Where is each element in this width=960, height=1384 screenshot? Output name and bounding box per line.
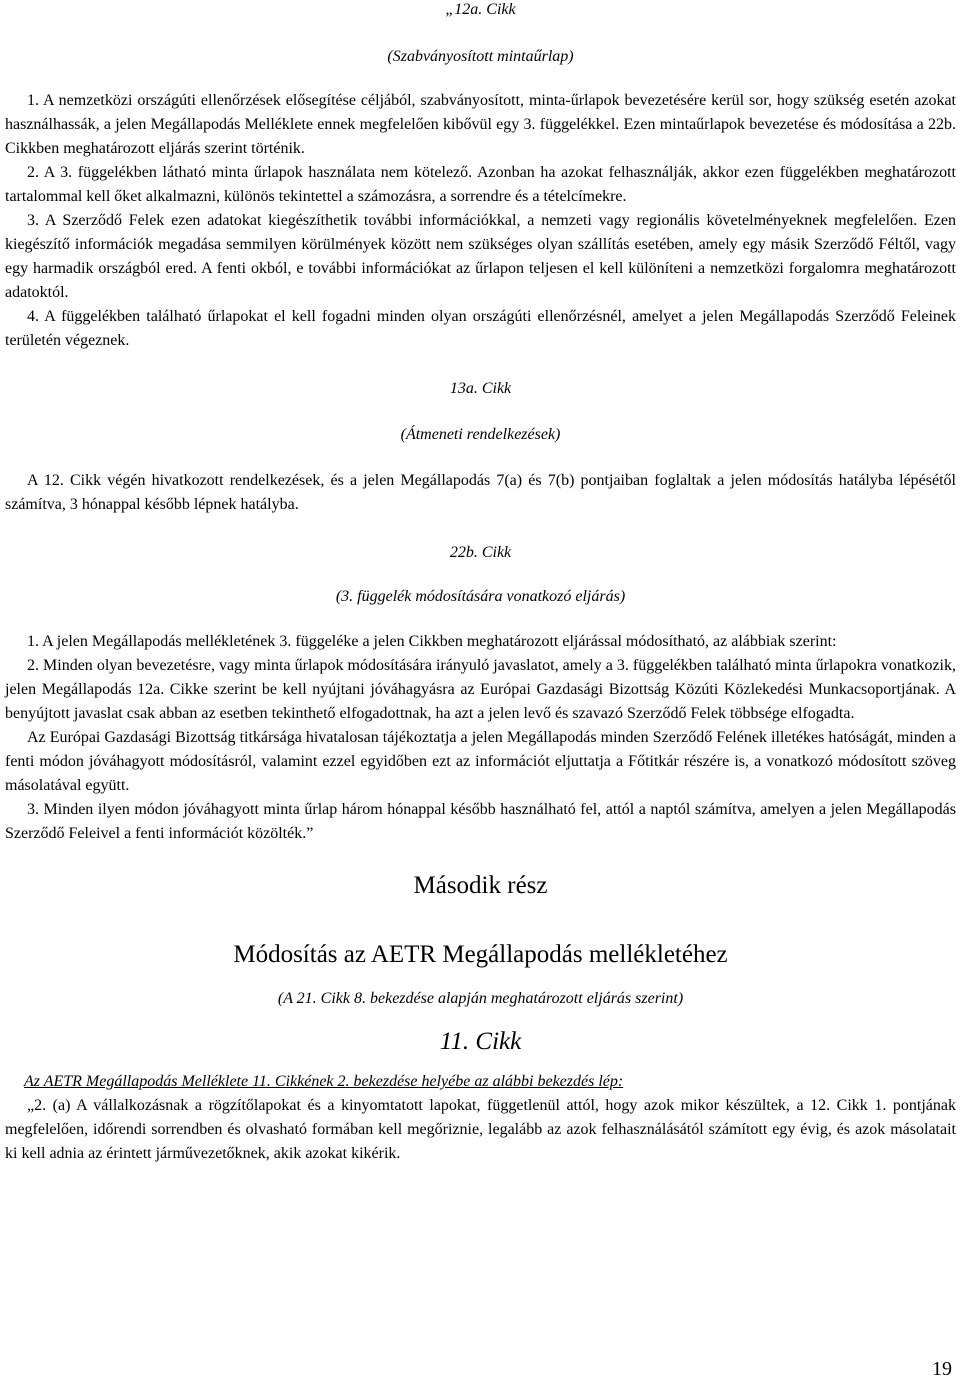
article-12a-paragraph-1: 1. A nemzetközi országúti ellenőrzések elősegítése céljából, szabványosított, minta-űrlapok bevezetésére kerül sor, hogy szükség esetén azokat használhassák, a jelen Megállapodás Melléklete ennek megfelelően kibővül egy 3. függelékkel. Ezen mintaűrlapok bevezetése és módosítása a 22b. Cikkben meghatározott eljárás szerint történik. [5,92,956,157]
article-12a-subheading: (Szabványosított mintaűrlap) [387,48,574,65]
article-22b-heading: 22b. Cikk [449,544,512,561]
article-12a-paragraph-2: 2. A 3. függelékben látható minta űrlapok használata nem kötelező. Azonban ha azokat felhasználják, akkor ezen függelékben meghatározott tartalommal kell őket alkalmazni, különös tekintettel a számozásra, a sorrendre és a tételcímekre. [5,164,956,205]
amendment-paragraph-2: „2. (a) A vállalkozásnak a rögzítőlapokat és a kinyomtatott lapokat, függetlenül attól, hogy azok mikor készültek, a 12. Cikk 1. pontjának megfelelően, időrendi sorrendben és olvasható formában kell megőriznie, legalább az azok felhasználásától számított egy évig, és azok másolatait ki kell adnia az érintett járművezetőknek, akik azokat kikérik. [5,1097,956,1162]
article-22b-paragraph-1: 1. A jelen Megállapodás mellékletének 3. függeléke a jelen Cikkben meghatározott eljárással módosítható, az alábbiak szerint: [27,633,837,650]
article-12a-paragraph-4: 4. A függelékben található űrlapokat el kell fogadni minden olyan országúti ellenőrzésnél, amelyet a jelen Megállapodás Szerződő Feleinek területén végeznek. [5,308,956,349]
article-12a-paragraph-3: 3. A Szerződő Felek ezen adatokat kiegészíthetik további információkkal, a nemzeti vagy regionális követelményeknek megfelelően. Ezen kiegészítő információk megadása semmilyen körülmények között nem szükséges olyan szállítás esetében, amely egy másik Szerződő Féltől, vagy egy harmadik országból ered. A fenti okból, e további információkat az űrlapon teljesen el kell különíteni a nemzetközi forgalomra meghatározott adatoktól. [5,212,956,301]
article-22b-paragraph-3: Az Európai Gazdasági Bizottság titkársága hivatalosan tájékoztatja a jelen Megállapodás minden Szerződő Felének illetékes hatóságát, minden a fenti módon jóváhagyott módosításról, valamint ezzel egyidőben ezt az információt eljuttatja a Főtitkár részére is, a vonatkozó módosított szöveg másolatával együtt. [5,729,956,794]
article-22b-subheading: (3. függelék módosítására vonatkozó eljárás) [335,588,626,605]
article-13a-heading: 13a. Cikk [449,380,512,397]
page-number: 19 [932,1358,952,1380]
article-13a-paragraph-1: A 12. Cikk végén hivatkozott rendelkezések, és a jelen Megállapodás 7(a) és 7(b) pontjaiban foglaltak a jelen módosítás hatályba lépésétől számítva, 3 hónappal később lépnek hatályba. [5,472,956,513]
part-two-subtitle: Módosítás az AETR Megállapodás mellékletéhez [233,941,728,968]
article-11-heading: 11. Cikk [439,1028,522,1055]
document-body [5,0,956,1166]
article-12a-heading: „12a. Cikk [445,1,516,18]
article-22b-paragraph-2: 2. Minden olyan bevezetésre, vagy minta űrlapok módosítására irányuló javaslatot, amely a 3. függelékben található minta űrlapokra vonatkozik, jelen Megállapodás 12a. Cikke szerint be kell nyújtani jóváhagyásra az Európai Gazdasági Bizottság Közúti Közlekedési Munkacsoportjának. A benyújtott javaslat csak abban az esetben tekinthető elfogadottnak, ha azt a jelen levő és szavazó Szerződő Felek többsége elfogadta. [5,657,956,722]
article-13a-subheading: (Átmeneti rendelkezések) [400,426,561,443]
amendment-instruction: Az AETR Megállapodás Melléklete 11. Cikkének 2. bekezdése helyébe az alábbi bekezdés lép: [24,1073,624,1090]
part-two-procedure-note: (A 21. Cikk 8. bekezdése alapján meghatározott eljárás szerint) [277,990,684,1007]
part-two-title: Második rész [413,872,548,899]
article-22b-paragraph-4: 3. Minden ilyen módon jóváhagyott minta űrlap három hónappal később használható fel, attól a naptól számítva, amelyen a jelen Megállapodás Szerződő Feleivel a fenti információt közölték.” [5,801,956,842]
